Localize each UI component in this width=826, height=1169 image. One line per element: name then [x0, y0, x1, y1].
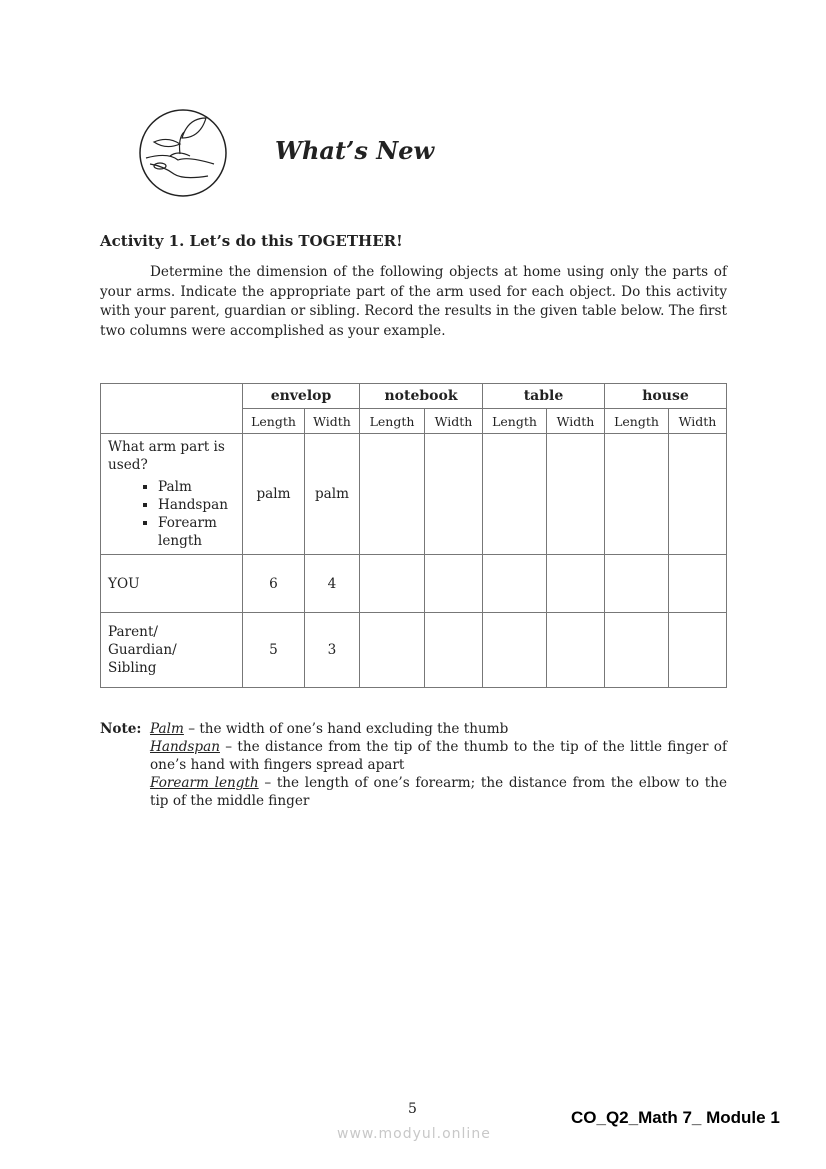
subheader-length: Length: [360, 409, 425, 434]
table-cell: [360, 555, 425, 613]
header-table: table: [483, 384, 605, 409]
note-term: Handspan: [150, 739, 220, 755]
table-cell: [605, 555, 669, 613]
table-cell: [360, 434, 425, 555]
table-cell: [360, 613, 425, 688]
row-label: [101, 434, 243, 555]
table-cell: [669, 613, 727, 688]
list-item: ▪ Forearm length: [158, 514, 242, 550]
hand-holding-seedling-icon: [138, 108, 228, 198]
corner-cell: [101, 384, 243, 434]
table-cell: [605, 434, 669, 555]
table-cell: 4: [305, 555, 360, 613]
table-cell: 3: [305, 613, 360, 688]
table-cell: [425, 555, 483, 613]
table-row: [101, 613, 727, 688]
table-cell: [669, 555, 727, 613]
header-notebook: notebook: [360, 384, 483, 409]
watermark: www.modyul.online: [337, 1126, 491, 1142]
note-item: [150, 774, 727, 810]
table-cell: [483, 555, 547, 613]
list-item: ▪ Palm: [158, 478, 242, 496]
note-label: Note:: [100, 721, 142, 737]
header-house: house: [605, 384, 727, 409]
note-item: [150, 738, 727, 774]
measurement-table: [100, 383, 727, 688]
table-cell: [547, 613, 605, 688]
row-label: Parent/ Guardian/ Sibling: [101, 613, 243, 688]
subheader-width: Width: [547, 409, 605, 434]
table-cell: [605, 613, 669, 688]
subheader-length: Length: [483, 409, 547, 434]
subheader-width: Width: [305, 409, 360, 434]
subheader-length: Length: [243, 409, 305, 434]
note-term: Forearm length: [150, 775, 259, 791]
table-cell: 5: [243, 613, 305, 688]
note-section: [100, 720, 727, 810]
row-label: YOU: [101, 555, 243, 613]
table-cell: [425, 434, 483, 555]
table-cell: [425, 613, 483, 688]
table-cell: [547, 434, 605, 555]
section-title: What’s New: [275, 136, 435, 165]
instructions: [100, 263, 727, 341]
subheader-length: Length: [605, 409, 669, 434]
subheader-width: Width: [669, 409, 727, 434]
list-item: ▪ Handspan: [158, 496, 242, 514]
note-item: [150, 720, 727, 738]
table-cell: [547, 555, 605, 613]
header-envelop: envelop: [243, 384, 360, 409]
table-cell: [483, 434, 547, 555]
subheader-width: Width: [425, 409, 483, 434]
table-row: [101, 555, 727, 613]
module-footer: CO_Q2_Math 7_ Module 1: [571, 1108, 780, 1127]
activity-title: Activity 1. Let’s do this TOGETHER!: [100, 232, 403, 250]
page-number: 5: [408, 1101, 417, 1117]
note-definition: – the length of one’s forearm; the distance from the elbow to the tip of the middle finger: [150, 775, 728, 809]
table-cell: palm: [305, 434, 360, 555]
note-definition: – the distance from the tip of the thumb to the tip of the little finger of one’s hand with fingers spread apart: [150, 739, 727, 773]
instructions-text: Determine the dimension of the following objects at home using only the parts of your arms. Indicate the appropriate part of the arm used for each object. Do this activity with your parent, guardian or sibling. Record the results in the given table below. The first two columns were accomplished as your example.: [100, 264, 727, 339]
row-label-text: What arm part is used?: [108, 439, 225, 473]
table-cell: palm: [243, 434, 305, 555]
table-cell: [483, 613, 547, 688]
note-definition: – the width of one’s hand excluding the thumb: [183, 721, 509, 737]
table-cell: [669, 434, 727, 555]
table-row: [101, 434, 727, 555]
table-cell: 6: [243, 555, 305, 613]
arm-part-list: [108, 478, 242, 550]
note-term: Palm: [150, 721, 184, 737]
